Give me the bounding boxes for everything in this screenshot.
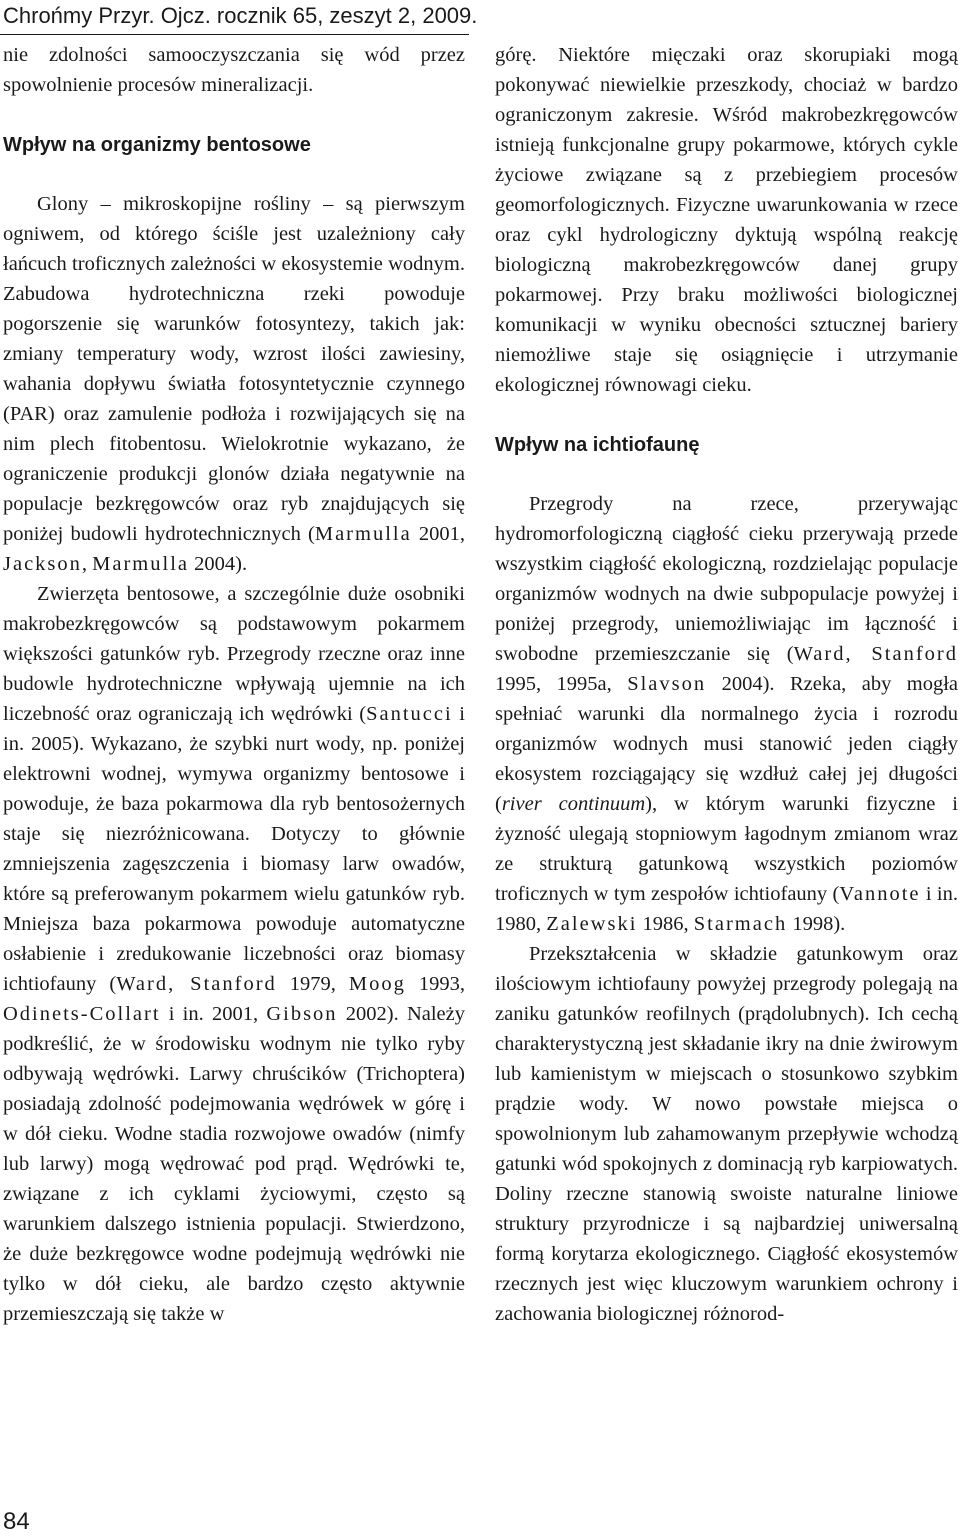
citation-author: Ward, Stanford xyxy=(116,973,277,995)
citation-author: Slavson xyxy=(627,673,707,695)
citation-author: Marmulla xyxy=(314,523,412,545)
paragraph-benthic-animals: Zwierzęta bentosowe, a szczególnie duże osobniki makrobezkręgowców są podstawowym pokarmem większości gatunków ryb. Przegrody rzeczne oraz inne budowle hydrotechniczne wpływają ujemnie na ich liczebność oraz ograniczają ich wędrówki (Santucci i in. 2005). Wykazano, że szybki nurt wody, np. poniżej elektrowni wodnej, wymywa organizmy bentosowe i powoduje, że baza pokarmowa dla ryb bentosożernych staje się niezróżnicowana. Dotyczy to głównie zmniejszenia zagęszczenia i biomasy larw owadów, które są preferowanym pokarmem wielu gatunków ryb. Mniejsza baza pokarmowa powoduje automatyczne osłabienie i zredukowanie liczebności oraz biomasy ichtiofauny (Ward, Stanford 1979, Moog 1993, Odinets-Collart i in. 2001, Gibson 2002). Należy podkreślić, że w środowisku wodnym nie tylko ryby odbywają wędrówki. Larwy chruścików (Trichoptera) posiadają zdolność podejmowania wędrówek w górę i w dół cieku. Wodne stadia rozwojowe owadów (nimfy lub larwy) mogą wędrować pod prąd. Wędrówki te, związane z ich cyklami życiowymi, często są warunkiem dalszego istnienia populacji. Stwierdzono, że duże bezkręgowce wodne podejmują wędrówki nie tylko w dół cieku, ale bardzo często aktywnie przemieszczają się także w xyxy=(3,583,466,1325)
citation-author: Jackson xyxy=(3,553,82,575)
citation-author: Vannote xyxy=(839,883,921,905)
italic-term: river continuum xyxy=(501,793,646,815)
citation-author: Marmulla xyxy=(92,553,189,575)
citation-author: Starmach xyxy=(693,913,788,935)
paragraph-algae: Glony – mikroskopijne rośliny – są pierwszym ogniwem, od którego ściśle jest uzależniony cały łańcuch troficznych zależności w ekosystemie wodnym. Zabudowa hydrotechniczna rzeki powoduje pogorszenie się warunków fotosyntezy, takich jak: zmiany temperatury wody, wzrost ilości zawiesiny, wahania dopływu światła fotosyntetycznie czynnego (PAR) oraz zamulenie podłoża i rozwijających się na nim plech fitobentosu. Wielokrotnie wykazano, że ograniczenie produkcji glonów działa negatywnie na populacje bezkręgowców oraz ryb znajdujących się poniżej budowli hydrotechnicznych (Marmulla 2001, Jackson, Marmulla 2004). xyxy=(3,193,466,575)
citation-author: Moog xyxy=(348,973,406,995)
paragraph-continuation: nie zdolności samooczyszczania się wód przez spowolnienie procesów mineralizacji. xyxy=(3,44,465,96)
paragraph-barriers: Przegrody na rzece, przerywając hydromorfologiczną ciągłość cieku przerywają przede wszystkim ciągłość ekologiczną, rozdzielając populacje organizmów wodnych na dwie subpopulacje powyżej i poniżej przegrody, uniemożliwiając im łączność i swobodne przemieszczanie się (Ward, Stanford 1995, 1995a, Slavson 2004). Rzeka, aby mogła spełniać warunki dla normalnego życia i rozrodu organizmów wodnych musi stanowić jeden ciągły ekosystem rozciągający się wzdłuż całej jej długości (river continuum), w którym warunki fizyczne i żyzność ulegają stopniowym łagodnym zmianom wraz ze strukturą gatunkową wszystkich poziomów troficznych w tym zespołów ichtiofauny (Vannote i in. 1980, Zalewski 1986, Starmach 1998). xyxy=(495,493,958,935)
citation-author: Odinets-Collart xyxy=(3,1003,161,1025)
left-column xyxy=(3,40,465,1329)
citation-author: Santucci xyxy=(366,703,453,725)
page-number: 84 xyxy=(3,1508,30,1535)
paragraph-species-changes: Przekształcenia w składzie gatunkowym oraz ilościowym ichtiofauny powyżej przegrody polegają na zaniku gatunków reofilnych (prądolubnych). Ich cechą charakterystyczną jest składanie ikry na dnie żwirowym lub kamienistym w miejscach o stosunkowo szybkim prądzie wody. W nowo powstałe miejsca o spowolnionym lub zahamowanym przepływie wchodzą gatunki wód spokojnych z dominacją ryb karpiowatych. Doliny rzeczne stanowią swoiste naturalne liniowe struktury przyrodnicze i są najbardziej uniwersalną formą korytarza ekologicznego. Ciągłość ekosystemów rzecznych jest więc kluczowym warunkiem ochrony i zachowania biologicznej różnorod- xyxy=(495,943,958,1325)
right-column xyxy=(495,40,958,1329)
section-heading-ichthyofauna: Wpływ na ichtiofaunę xyxy=(495,434,700,456)
citation-author: Gibson xyxy=(266,1003,338,1025)
running-header: Chrońmy Przyr. Ojcz. rocznik 65, zeszyt 2, 2009. xyxy=(3,3,478,28)
paragraph-continuation: górę. Niektóre mięczaki oraz skorupiaki mogą pokonywać niewielkie przeszkody, chociaż w bardzo ograniczonym zakresie. Wśród makrobezkręgowców istnieją funkcjonalne grupy pokarmowe, których cykle życiowe związane są z przebiegiem procesów geomorfologicznych. Fizyczne uwarunkowania w rzece oraz cykl hydrologiczny dyktują wspólną reakcję biologiczną makrobezkręgowców danej grupy pokarmowej. Przy braku możliwości biologicznej komunikacji w wyniku obecności sztucznej bariery niemożliwe staje się osiągnięcie i utrzymanie ekologicznej równowagi cieku. xyxy=(495,44,958,396)
citation-author: Zalewski xyxy=(546,913,638,935)
section-heading-benthos: Wpływ na organizmy bentosowe xyxy=(3,134,311,156)
header-rule xyxy=(0,34,469,35)
citation-author: Ward, Stanford xyxy=(793,643,958,665)
